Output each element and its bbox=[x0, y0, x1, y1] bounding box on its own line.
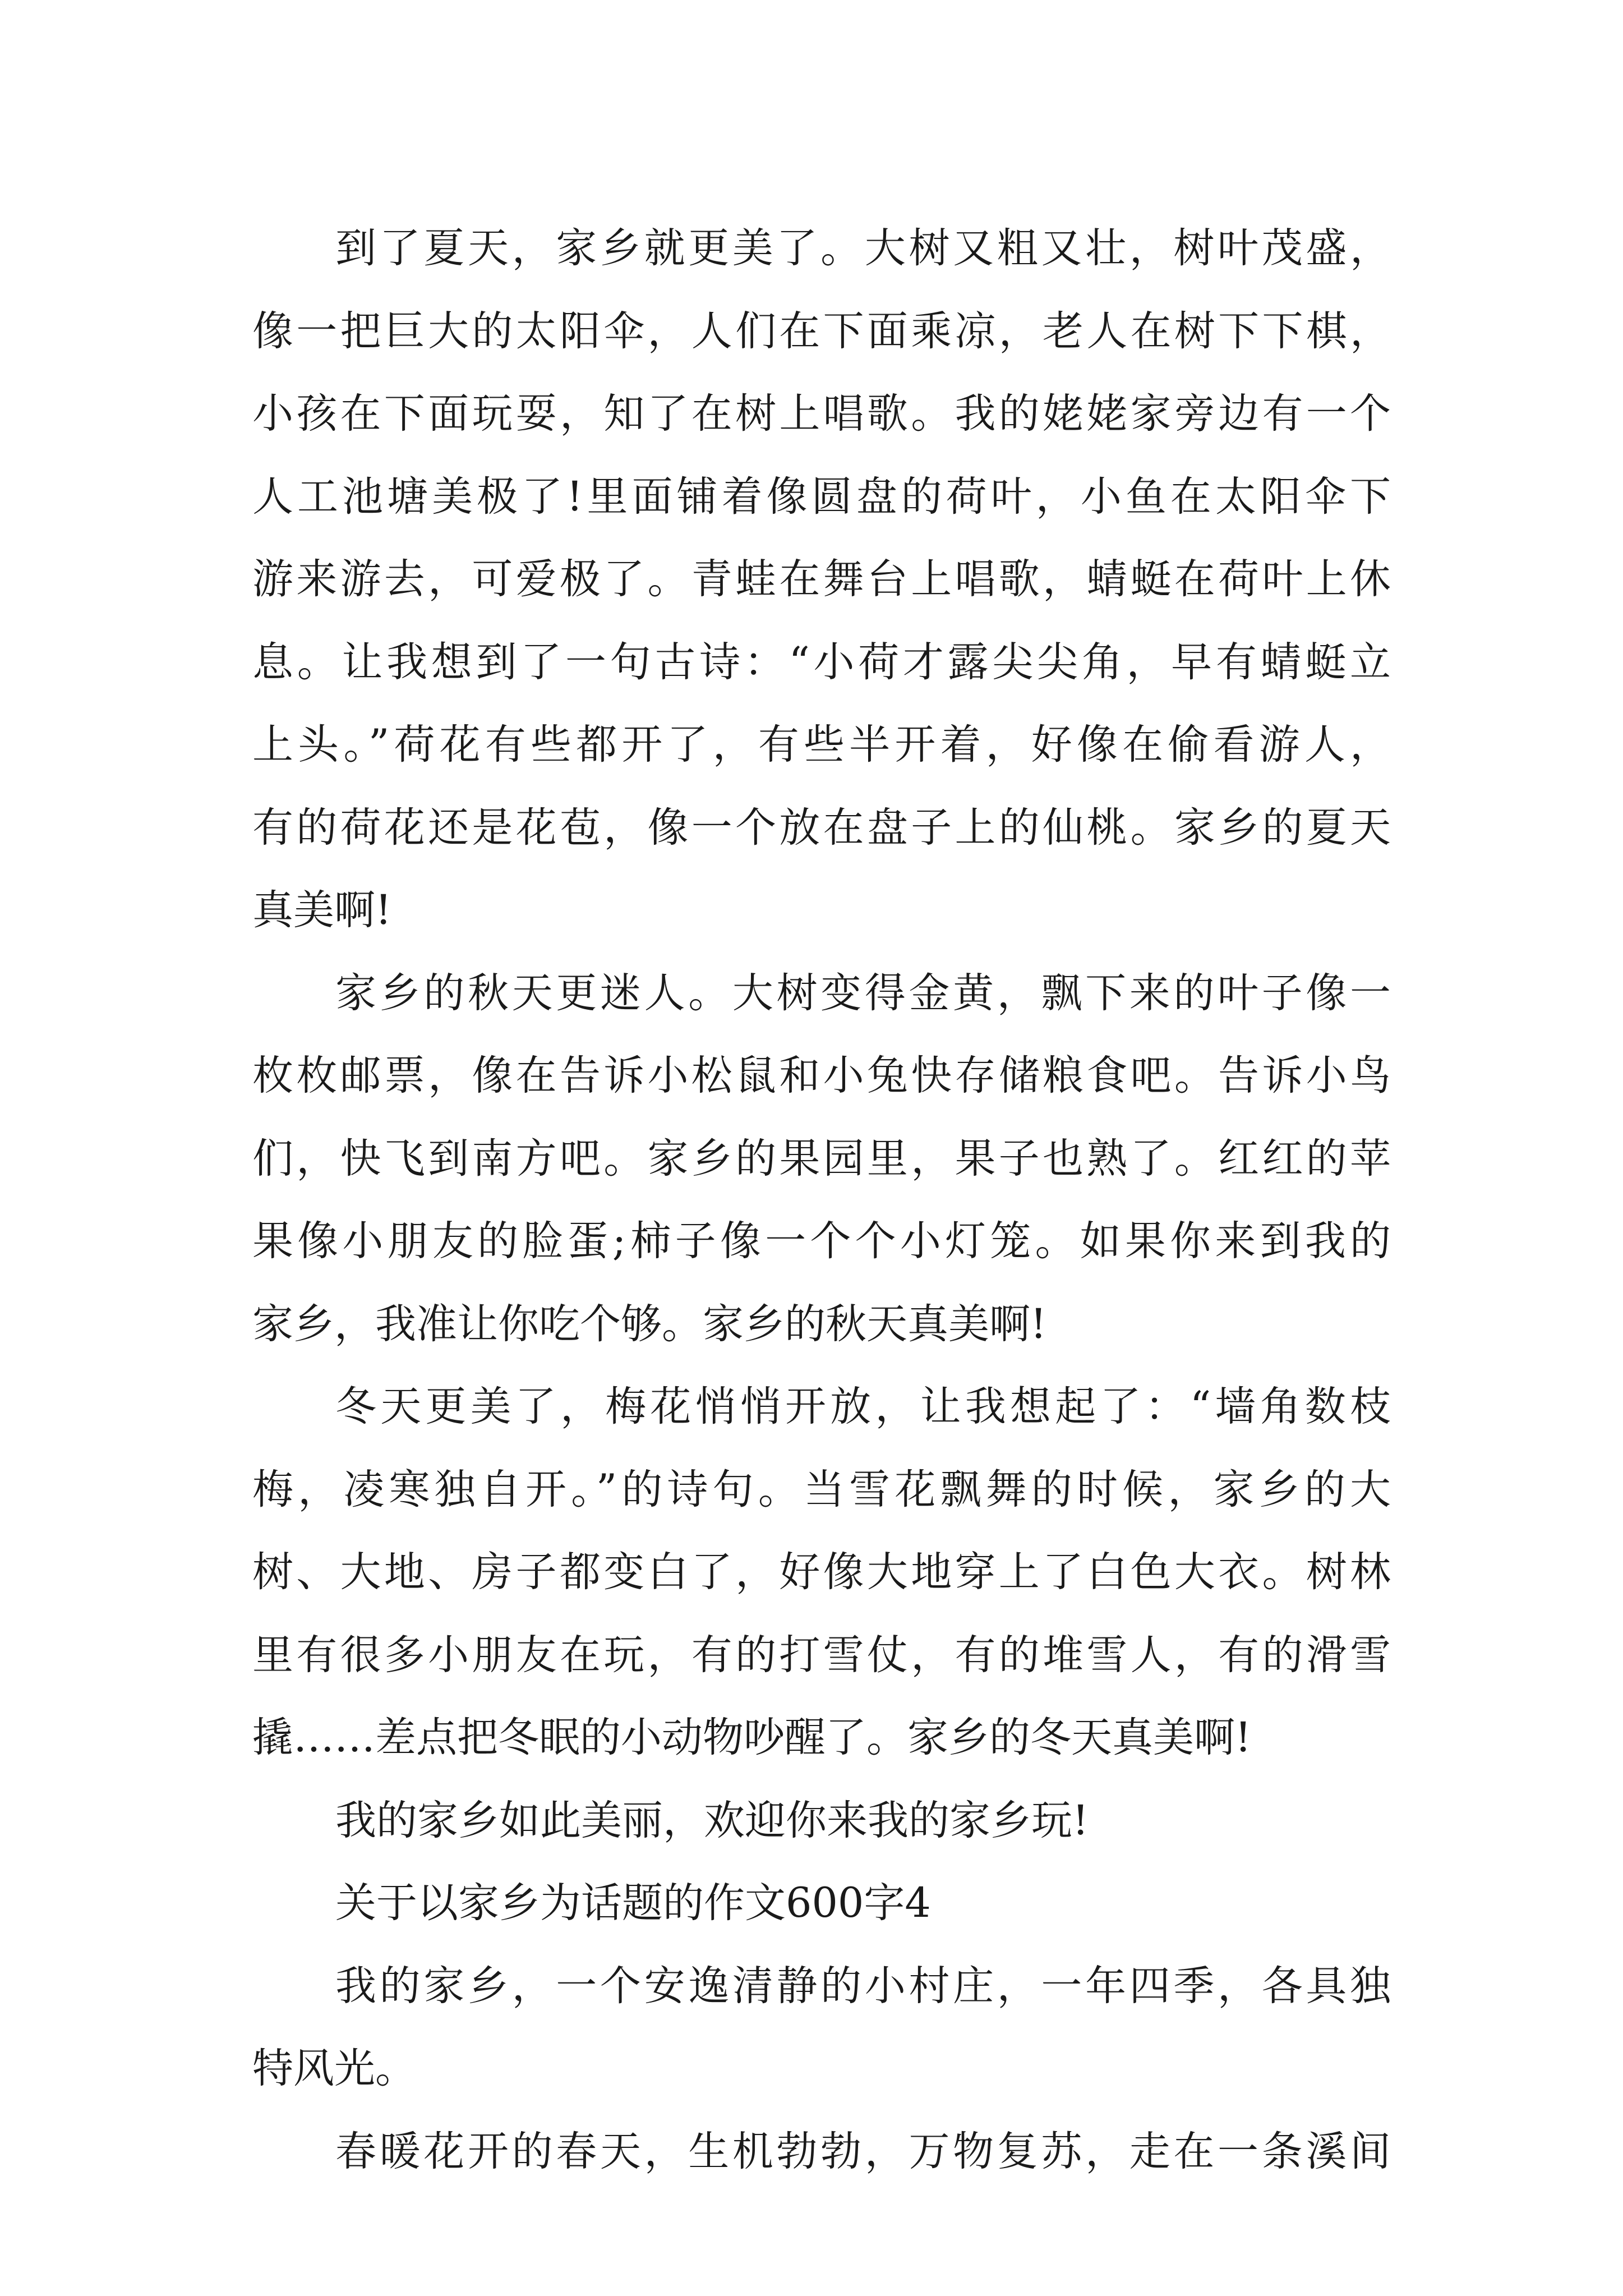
text-line: 撬……差点把冬眠的小动物吵醒了。家乡的冬天真美啊! bbox=[252, 1714, 1252, 1761]
text-line: 家乡，我准让你吃个够。家乡的秋天真美啊! bbox=[252, 1300, 1047, 1348]
text-line: 春暖花开的春天，生机勃勃，万物复苏，走在一条溪间 bbox=[335, 2127, 1391, 2175]
paragraph-summer bbox=[252, 210, 1391, 955]
text-line: 人工池塘美极了!里面铺着像圆盘的荷叶，小鱼在太阳伞下 bbox=[252, 472, 1391, 521]
text-line: 息。让我想到了一句古诗：“小荷才露尖尖角，早有蜻蜓立 bbox=[252, 638, 1391, 686]
essay-title-text: 关于以家乡为话题的作文600字4 bbox=[335, 1879, 931, 1927]
text-line: 到了夏天，家乡就更美了。大树又粗又壮，树叶茂盛， bbox=[335, 224, 1391, 272]
paragraph-closing bbox=[252, 1783, 1391, 1866]
text-line: 真美啊! bbox=[252, 886, 392, 934]
paragraph-intro bbox=[252, 1948, 1391, 2114]
text-line: 家乡的秋天更迷人。大树变得金黄，飘下来的叶子像一 bbox=[335, 969, 1391, 1017]
text-line: 小孩在下面玩耍，知了在树上唱歌。我的姥姥家旁边有一个 bbox=[252, 390, 1391, 438]
paragraph-spring bbox=[252, 2114, 1391, 2197]
text-line: 有的荷花还是花苞，像一个放在盘子上的仙桃。家乡的夏天 bbox=[252, 803, 1391, 852]
text-line: 像一把巨大的太阳伞，人们在下面乘凉，老人在树下下棋， bbox=[252, 307, 1391, 355]
text-line: 梅，凌寒独自开。”的诗句。当雪花飘舞的时候，家乡的大 bbox=[252, 1465, 1391, 1513]
text-line: 果像小朋友的脸蛋;柿子像一个个小灯笼。如果你来到我的 bbox=[252, 1217, 1391, 1265]
paragraph-autumn bbox=[252, 955, 1391, 1369]
text-line: 我的家乡，一个安逸清静的小村庄，一年四季，各具独 bbox=[335, 1962, 1391, 2010]
text-line: 树、大地、房子都变白了，好像大地穿上了白色大衣。树林 bbox=[252, 1548, 1391, 1596]
text-line: 游来游去，可爱极了。青蛙在舞台上唱歌，蜻蜓在荷叶上休 bbox=[252, 555, 1391, 603]
text-line: 我的家乡如此美丽，欢迎你来我的家乡玩! bbox=[335, 1796, 1089, 1844]
text-line: 里有很多小朋友在玩，有的打雪仗，有的堆雪人，有的滑雪 bbox=[252, 1631, 1391, 1679]
essay-body bbox=[252, 210, 1391, 2196]
paragraph-winter bbox=[252, 1369, 1391, 1783]
text-line: 枚枚邮票，像在告诉小松鼠和小兔快存储粮食吧。告诉小鸟 bbox=[252, 1052, 1391, 1099]
text-line: 特风光。 bbox=[252, 2045, 416, 2092]
text-line: 们，快飞到南方吧。家乡的果园里，果子也熟了。红红的苹 bbox=[252, 1134, 1391, 1182]
text-line: 上头。”荷花有些都开了，有些半开着，好像在偷看游人， bbox=[252, 721, 1391, 769]
essay-title bbox=[252, 1865, 1391, 1948]
text-line: 冬天更美了，梅花悄悄开放，让我想起了：“墙角数枝 bbox=[335, 1383, 1391, 1430]
